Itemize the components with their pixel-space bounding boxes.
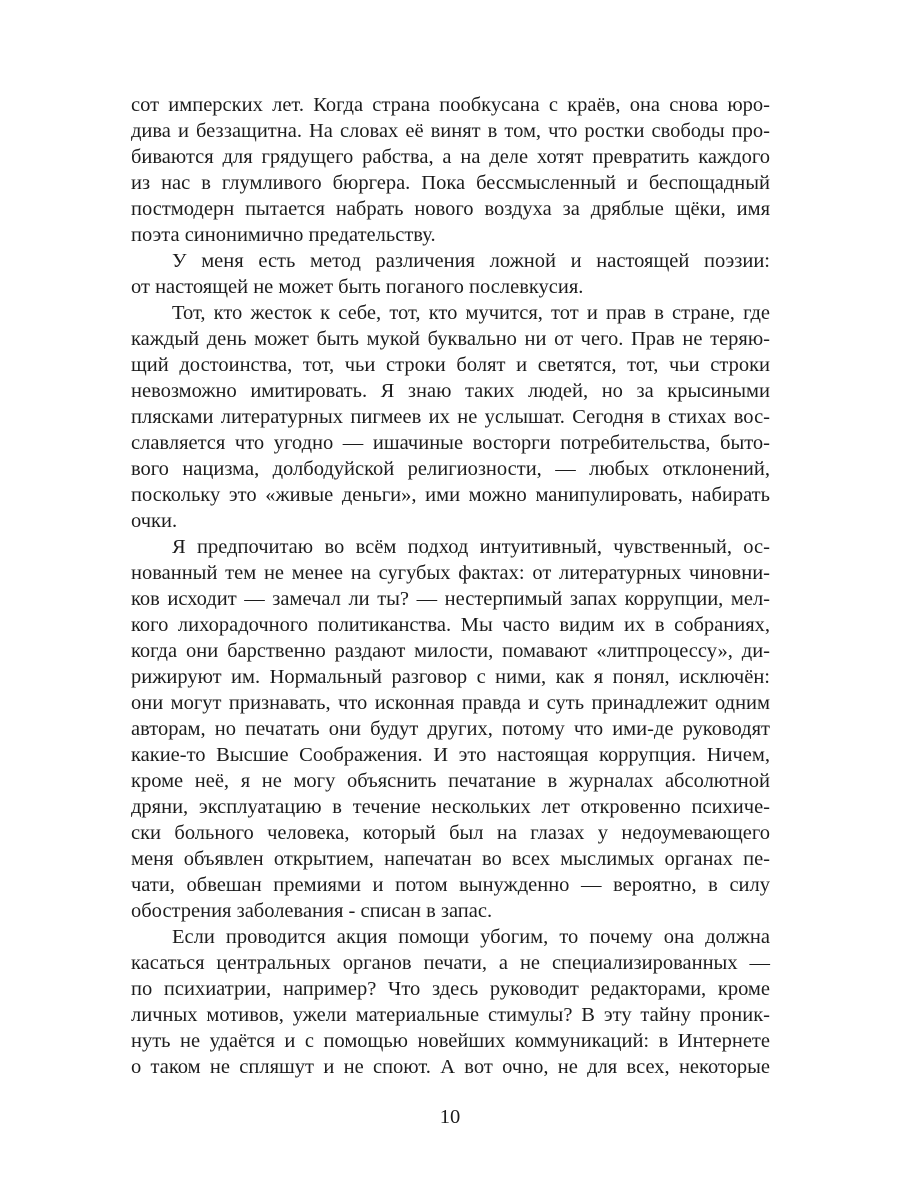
text-line: ков исходит — замечал ли ты? — нестерпимый запах коррупции, мел- (131, 588, 770, 610)
text-line: Тот, кто жесток к себе, тот, кто мучится, тот и прав в стране, где (172, 302, 770, 324)
text-line: Если проводится акция помощи убогим, то почему она должна (172, 926, 770, 948)
text-line: они могут признавать, что исконная правда и суть принадлежит одним (131, 692, 770, 714)
text-line: чати, обвешан премиями и потом вынужденно — вероятно, в силу (131, 874, 770, 896)
text-line: меня объявлен открытием, напечатан во всех мыслимых органах пе- (131, 848, 770, 870)
text-line: каждый день может быть мукой буквально ни от чего. Прав не теряю- (131, 328, 770, 350)
text-line: рижируют им. Нормальный разговор с ними, как я понял, исключён: (131, 666, 770, 688)
text-line: когда они барственно раздают милости, помавают «литпроцессу», ди- (131, 640, 770, 662)
text-line: постмодерн пытается набрать нового воздуха за дряблые щёки, имя (131, 198, 770, 220)
text-line: Я предпочитаю во всём подход интуитивный, чувственный, ос- (172, 536, 770, 558)
text-line: личных мотивов, ужели материальные стимулы? В эту тайну проник- (131, 1004, 770, 1026)
text-line: славляется что угодно — ишачиные восторги потребительства, быто- (131, 432, 770, 454)
text-line: о таком не спляшут и не споют. А вот очно, не для всех, некоторые (131, 1056, 770, 1078)
text-line: какие-то Высшие Соображения. И это настоящая коррупция. Ничем, (131, 744, 770, 766)
text-line: поскольку это «живые деньги», ими можно манипулировать, набирать (131, 484, 770, 506)
text-line: дряни, эксплуатацию в течение нескольких лет откровенно психиче- (131, 796, 770, 818)
text-line: дива и беззащитна. На словах её винят в том, что ростки свободы про- (131, 120, 770, 142)
paragraph (131, 300, 770, 534)
text-line: от настоящей не может быть поганого послевкусия. (131, 276, 584, 298)
text-line: щий достоинства, тот, чьи строки болят и светятся, тот, чьи строки (131, 354, 770, 376)
text-line: нуть не удаётся и с помощью новейших коммуникаций: в Интернете (131, 1030, 770, 1052)
page-number: 10 (439, 1106, 461, 1128)
page-body (131, 92, 770, 1080)
paragraph (131, 534, 770, 924)
text-line: невозможно имитировать. Я знаю таких людей, но за крысиными (131, 380, 770, 402)
paragraph (131, 92, 770, 248)
text-line: У меня есть метод различения ложной и настоящей поэзии: (172, 250, 770, 272)
text-line: кроме неё, я не могу объяснить печатание в журналах абсолютной (131, 770, 770, 792)
text-line: обострения заболевания - списан в запас. (131, 900, 493, 922)
text-line: кого лихорадочного политиканства. Мы часто видим их в собраниях, (131, 614, 770, 636)
text-line: поэта синонимично предательству. (131, 224, 436, 246)
text-line: вого нацизма, долбодуйской религиозности, — любых отклонений, (131, 458, 770, 480)
text-line: касаться центральных органов печати, а не специализированных — (131, 952, 770, 974)
text-line: из нас в глумливого бюргера. Пока бессмысленный и беспощадный (131, 172, 770, 194)
text-line: нованный тем не менее на сугубых фактах: от литературных чиновни- (131, 562, 770, 584)
text-line: по психиатрии, например? Что здесь руководит редакторами, кроме (131, 978, 770, 1000)
text-line: авторам, но печатать они будут других, потому что ими-де руководят (131, 718, 770, 740)
text-line: очки. (131, 510, 178, 532)
text-line: плясками литературных пигмеев их не услышат. Сегодня в стихах вос- (131, 406, 770, 428)
paragraph (131, 248, 770, 300)
text-line: биваются для грядущего рабства, а на деле хотят превратить каждого (131, 146, 770, 168)
paragraph (131, 924, 770, 1080)
text-line: сот имперских лет. Когда страна пообкусана с краёв, она снова юро- (131, 94, 770, 116)
text-line: ски больного человека, который был на глазах у недоумевающего (131, 822, 770, 844)
